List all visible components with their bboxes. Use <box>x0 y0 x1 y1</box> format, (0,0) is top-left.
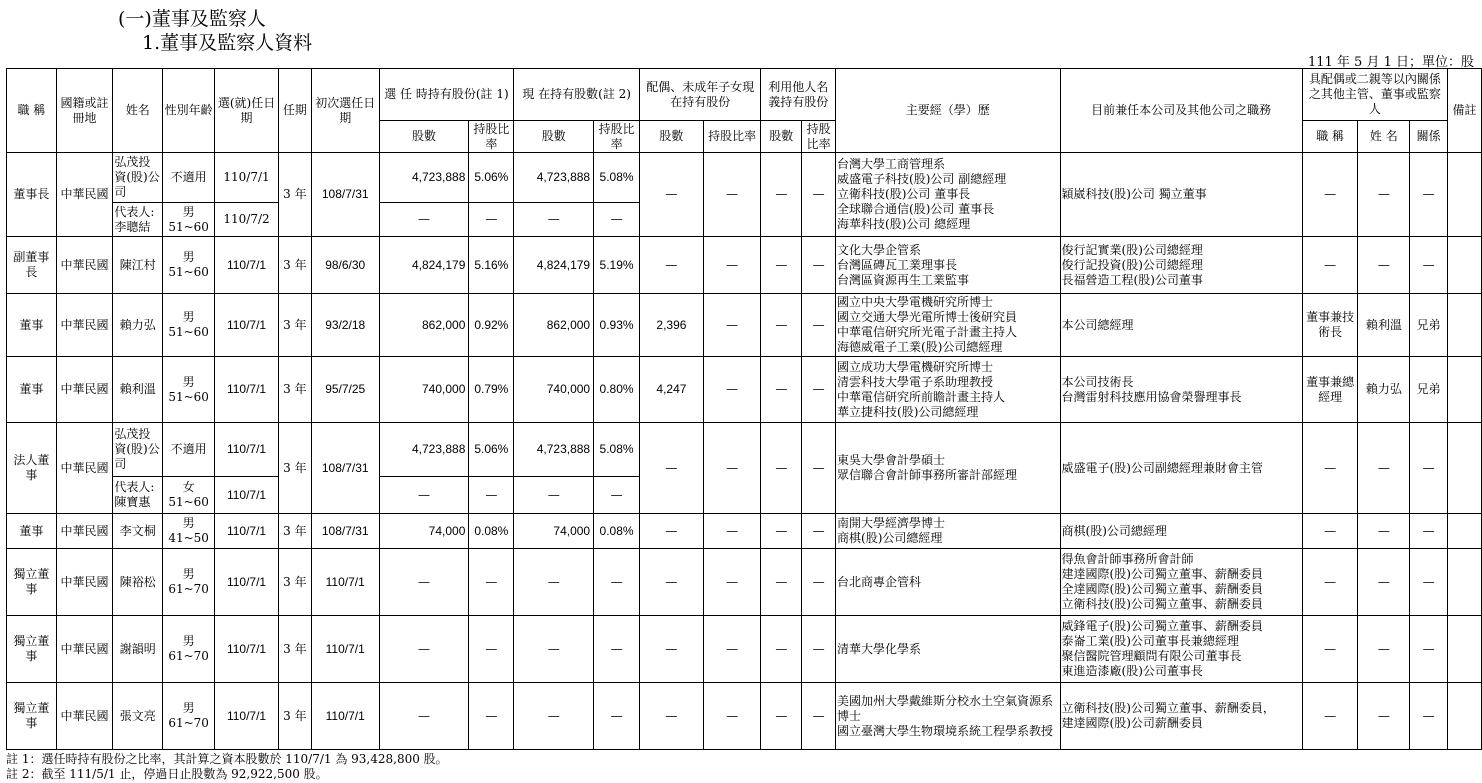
cell-rel-relation: — <box>1410 237 1448 294</box>
hdr-elected-date: 選(就)任日 期 <box>215 69 279 153</box>
cell-nominee-ratio: — <box>802 294 836 357</box>
cell-elected-date: 110/7/1 <box>215 423 279 477</box>
cell-experience: 南開大學經濟學博士 商棋(股)公司總經理 <box>836 514 1061 549</box>
cell-name: 陳裕松 <box>113 549 163 616</box>
cell-nationality: 中華民國 <box>56 237 113 294</box>
cell-elected-ratio: — <box>469 477 514 514</box>
cell-remarks <box>1447 294 1481 357</box>
cell-rel-relation: — <box>1410 153 1448 237</box>
cell-term: 3 年 <box>278 514 311 549</box>
table-row <box>7 153 1482 203</box>
cell-experience: 國立成功大學電機研究所博士 清雲科技大學電子系助理教授 中華電信研究所前瞻計畫主持人 華立捷科技(股)公司總經理 <box>836 357 1061 423</box>
cell-concurrent: 穎崴科技(股)公司 獨立董事 <box>1060 153 1302 237</box>
cell-rel-relation: 兄弟 <box>1410 294 1448 357</box>
cell-rel-name: — <box>1358 153 1410 237</box>
cell-elected-ratio: — <box>469 203 514 237</box>
cell-remarks <box>1447 616 1481 683</box>
hdr-current-shares: 現 在持有股數(註 2) <box>514 69 640 121</box>
cell-elected-date: 110/7/1 <box>215 616 279 683</box>
cell-elected-date: 110/7/1 <box>215 477 279 514</box>
hdr-ratio: 持股比率 <box>703 121 761 153</box>
cell-nominee-ratio: — <box>802 153 836 237</box>
cell-name: 賴力弘 <box>113 294 163 357</box>
cell-first-elected: 108/7/31 <box>311 153 379 237</box>
hdr-concurrent: 目前兼任本公司及其他公司之職務 <box>1060 69 1302 153</box>
cell-rel-title: — <box>1302 549 1358 616</box>
cell-nationality: 中華民國 <box>56 514 113 549</box>
cell-current-shares: 740,000 <box>514 357 594 423</box>
cell-elected-shares: 4,723,888 <box>379 153 469 203</box>
cell-first-elected: 93/2/18 <box>311 294 379 357</box>
cell-elected-ratio: — <box>469 549 514 616</box>
cell-gender-age: 男51~60 <box>163 203 215 237</box>
cell-current-shares: — <box>514 203 594 237</box>
cell-concurrent: 威盛電子(股)公司副總經理兼財會主管 <box>1060 423 1302 514</box>
cell-elected-ratio: — <box>469 616 514 683</box>
cell-experience: 美國加州大學戴維斯分校水土空氣資源系博士 國立臺灣大學生物環境系統工程學系教授 <box>836 683 1061 750</box>
cell-spouse-shares: 2,396 <box>640 294 704 357</box>
cell-term: 3 年 <box>278 153 311 237</box>
cell-remarks <box>1447 683 1481 750</box>
cell-first-elected: 98/6/30 <box>311 237 379 294</box>
cell-title: 董事 <box>7 357 57 423</box>
hdr-rel-relation: 關係 <box>1410 121 1448 153</box>
cell-title: 董事 <box>7 294 57 357</box>
cell-current-ratio: 5.08% <box>594 423 640 477</box>
hdr-spouse-shares: 配偶、未成年子女現在持有股份 <box>640 69 761 121</box>
cell-current-shares: 74,000 <box>514 514 594 549</box>
cell-elected-shares: — <box>379 616 469 683</box>
cell-name: 陳江村 <box>113 237 163 294</box>
cell-gender-age: 不適用 <box>163 423 215 477</box>
cell-nominee-ratio: — <box>802 616 836 683</box>
table-row <box>7 237 1482 294</box>
cell-title: 獨立董事 <box>7 549 57 616</box>
cell-first-elected: 110/7/1 <box>311 549 379 616</box>
cell-concurrent: 立衛科技(股)公司獨立董事、薪酬委員， 建達國際(股)公司薪酬委員 <box>1060 683 1302 750</box>
cell-rel-relation: — <box>1410 423 1448 514</box>
cell-spouse-ratio: — <box>703 237 761 294</box>
cell-rel-relation: — <box>1410 616 1448 683</box>
cell-term: 3 年 <box>278 423 311 514</box>
hdr-ratio: 持股比率 <box>469 121 514 153</box>
cell-spouse-ratio: — <box>703 357 761 423</box>
cell-rel-name: — <box>1358 514 1410 549</box>
cell-current-shares: 862,000 <box>514 294 594 357</box>
cell-elected-shares: 4,824,179 <box>379 237 469 294</box>
cell-experience: 台灣大學工商管理系 威盛電子科技(股)公司 副總經理 立衛科技(股)公司 董事長 全球聯合通信(股)公司 董事長 海華科技(股)公司 總經理 <box>836 153 1061 237</box>
cell-gender-age: 男61~70 <box>163 683 215 750</box>
hdr-experience: 主要經（學）歷 <box>836 69 1061 153</box>
hdr-remarks: 備註 <box>1447 69 1481 153</box>
cell-term: 3 年 <box>278 357 311 423</box>
hdr-name: 姓名 <box>113 69 163 153</box>
cell-elected-date: 110/7/1 <box>215 683 279 750</box>
cell-concurrent: 商棋(股)公司總經理 <box>1060 514 1302 549</box>
cell-rel-name: 賴利溫 <box>1358 294 1410 357</box>
cell-term: 3 年 <box>278 237 311 294</box>
section-title: (一)董事及監察人 <box>118 8 266 30</box>
date-unit-label: 111 年 5 月 1 日；單位：股 <box>1307 55 1474 70</box>
cell-concurrent: 本公司總經理 <box>1060 294 1302 357</box>
cell-gender-age: 不適用 <box>163 153 215 203</box>
cell-spouse-shares: — <box>640 549 704 616</box>
cell-title: 獨立董事 <box>7 683 57 750</box>
cell-elected-ratio: 0.79% <box>469 357 514 423</box>
cell-experience: 台北商專企管科 <box>836 549 1061 616</box>
cell-current-ratio: 0.93% <box>594 294 640 357</box>
cell-nationality: 中華民國 <box>56 616 113 683</box>
cell-current-ratio: — <box>594 683 640 750</box>
cell-elected-ratio: — <box>469 683 514 750</box>
cell-name: 賴利溫 <box>113 357 163 423</box>
cell-spouse-shares: — <box>640 423 704 514</box>
hdr-elected-shares: 選 任 時持有股份(註 1) <box>379 69 514 121</box>
cell-rel-title: — <box>1302 616 1358 683</box>
cell-rel-relation: — <box>1410 549 1448 616</box>
cell-gender-age: 男51~60 <box>163 294 215 357</box>
cell-experience: 清華大學化學系 <box>836 616 1061 683</box>
cell-concurrent: 得魚會計師事務所會計師 建達國際(股)公司獨立董事、薪酬委員 全達國際(股)公司獨立董事、薪酬委員 立衛科技(股)公司獨立董事、薪酬委員 <box>1060 549 1302 616</box>
hdr-nationality: 國籍或註冊地 <box>56 69 113 153</box>
hdr-rel-title: 職 稱 <box>1302 121 1358 153</box>
cell-name: 弘茂投資(股)公司 <box>113 153 163 203</box>
cell-title: 法人董事 <box>7 423 57 514</box>
cell-elected-date: 110/7/1 <box>215 153 279 203</box>
cell-nationality: 中華民國 <box>56 683 113 750</box>
cell-spouse-ratio: — <box>703 514 761 549</box>
cell-nominee-shares: — <box>761 549 802 616</box>
cell-concurrent: 本公司技術長 台灣雷射科技應用協會榮譽理事長 <box>1060 357 1302 423</box>
cell-spouse-shares: — <box>640 514 704 549</box>
cell-elected-shares: — <box>379 477 469 514</box>
cell-experience: 文化大學企管系 台灣區磚瓦工業理事長 台灣區資源再生工業監事 <box>836 237 1061 294</box>
cell-current-ratio: — <box>594 549 640 616</box>
cell-rel-name: — <box>1358 683 1410 750</box>
cell-spouse-shares: — <box>640 237 704 294</box>
cell-rel-title: 董事兼技術長 <box>1302 294 1358 357</box>
cell-current-shares: 4,824,179 <box>514 237 594 294</box>
cell-name: 弘茂投資(股)公司 <box>113 423 163 477</box>
cell-rel-relation: 兄弟 <box>1410 357 1448 423</box>
cell-elected-shares: 862,000 <box>379 294 469 357</box>
cell-elected-date: 110/7/1 <box>215 549 279 616</box>
cell-rel-name: — <box>1358 549 1410 616</box>
cell-nominee-ratio: — <box>802 514 836 549</box>
hdr-ratio: 持股比率 <box>802 121 836 153</box>
cell-remarks <box>1447 514 1481 549</box>
cell-first-elected: 95/7/25 <box>311 357 379 423</box>
cell-spouse-ratio: — <box>703 153 761 237</box>
cell-current-ratio: 0.08% <box>594 514 640 549</box>
cell-current-ratio: — <box>594 477 640 514</box>
hdr-gender-age: 性別年齡 <box>163 69 215 153</box>
cell-first-elected: 108/7/31 <box>311 423 379 514</box>
table-row <box>7 294 1482 357</box>
cell-remarks <box>1447 423 1481 514</box>
cell-name: 代表人:陳寶惠 <box>113 477 163 514</box>
cell-gender-age: 男51~60 <box>163 237 215 294</box>
cell-elected-ratio: 5.16% <box>469 237 514 294</box>
hdr-shares: 股數 <box>640 121 704 153</box>
cell-name: 張文亮 <box>113 683 163 750</box>
cell-rel-name: — <box>1358 616 1410 683</box>
cell-elected-shares: 740,000 <box>379 357 469 423</box>
cell-nationality: 中華民國 <box>56 549 113 616</box>
cell-nominee-shares: — <box>761 514 802 549</box>
cell-current-ratio: 5.19% <box>594 237 640 294</box>
hdr-first-elected: 初次選任日期 <box>311 69 379 153</box>
cell-nationality: 中華民國 <box>56 294 113 357</box>
cell-elected-shares: — <box>379 683 469 750</box>
directors-table <box>6 68 1482 750</box>
table-row <box>7 357 1482 423</box>
cell-rel-title: — <box>1302 237 1358 294</box>
cell-elected-shares: — <box>379 203 469 237</box>
cell-name: 代表人:李聰結 <box>113 203 163 237</box>
cell-nominee-shares: — <box>761 423 802 514</box>
cell-elected-date: 110/7/1 <box>215 294 279 357</box>
cell-title: 董事 <box>7 514 57 549</box>
cell-current-shares: — <box>514 477 594 514</box>
cell-nominee-shares: — <box>761 357 802 423</box>
cell-current-shares: 4,723,888 <box>514 153 594 203</box>
cell-nationality: 中華民國 <box>56 357 113 423</box>
cell-term: 3 年 <box>278 683 311 750</box>
cell-spouse-ratio: — <box>703 423 761 514</box>
cell-rel-title: — <box>1302 514 1358 549</box>
hdr-term: 任期 <box>278 69 311 153</box>
cell-elected-shares: 4,723,888 <box>379 423 469 477</box>
cell-spouse-shares: — <box>640 616 704 683</box>
cell-remarks <box>1447 549 1481 616</box>
cell-elected-ratio: 0.08% <box>469 514 514 549</box>
cell-remarks <box>1447 237 1481 294</box>
cell-nationality: 中華民國 <box>56 423 113 514</box>
sub-title: 1.董事及監察人資料 <box>142 32 313 54</box>
cell-current-shares: — <box>514 683 594 750</box>
cell-spouse-shares: — <box>640 153 704 237</box>
cell-rel-title: — <box>1302 423 1358 514</box>
cell-gender-age: 男41~50 <box>163 514 215 549</box>
cell-nationality: 中華民國 <box>56 153 113 237</box>
cell-rel-title: — <box>1302 683 1358 750</box>
cell-spouse-ratio: — <box>703 549 761 616</box>
cell-title: 副董事長 <box>7 237 57 294</box>
cell-current-ratio: — <box>594 616 640 683</box>
table-row <box>7 549 1482 616</box>
cell-spouse-ratio: — <box>703 616 761 683</box>
cell-gender-age: 男51~60 <box>163 357 215 423</box>
cell-elected-shares: — <box>379 549 469 616</box>
cell-nominee-ratio: — <box>802 549 836 616</box>
hdr-relatives: 具配偶或二親等以內關係之其他主管、董事或監察人 <box>1302 69 1447 121</box>
cell-current-ratio: 0.80% <box>594 357 640 423</box>
cell-current-shares: — <box>514 549 594 616</box>
cell-elected-date: 110/7/1 <box>215 357 279 423</box>
cell-name: 謝韻明 <box>113 616 163 683</box>
cell-rel-title: 董事兼總經理 <box>1302 357 1358 423</box>
cell-elected-date: 110/7/1 <box>215 237 279 294</box>
cell-remarks <box>1447 357 1481 423</box>
table-row <box>7 683 1482 750</box>
cell-elected-ratio: 5.06% <box>469 423 514 477</box>
cell-elected-date: 110/7/2 <box>215 203 279 237</box>
cell-nominee-shares: — <box>761 294 802 357</box>
cell-rel-relation: — <box>1410 683 1448 750</box>
cell-nominee-shares: — <box>761 683 802 750</box>
cell-term: 3 年 <box>278 549 311 616</box>
cell-nominee-shares: — <box>761 153 802 237</box>
hdr-title: 職 稱 <box>7 69 57 153</box>
cell-nominee-shares: — <box>761 616 802 683</box>
cell-elected-ratio: 0.92% <box>469 294 514 357</box>
cell-elected-ratio: 5.06% <box>469 153 514 203</box>
cell-term: 3 年 <box>278 616 311 683</box>
hdr-shares: 股數 <box>379 121 469 153</box>
footnotes <box>6 752 448 782</box>
cell-title: 獨立董事 <box>7 616 57 683</box>
cell-current-shares: — <box>514 616 594 683</box>
table-row <box>7 616 1482 683</box>
cell-concurrent: 威鋒電子(股)公司獨立董事、薪酬委員 泰崙工業(股)公司董事長兼總經理 聚信醫院管理顧問有限公司董事長 東進造漆廠(股)公司董事長 <box>1060 616 1302 683</box>
table-row <box>7 514 1482 549</box>
hdr-shares: 股數 <box>761 121 802 153</box>
cell-rel-name: 賴力弘 <box>1358 357 1410 423</box>
cell-term: 3 年 <box>278 294 311 357</box>
table-row <box>7 423 1482 477</box>
hdr-ratio: 持股比率 <box>594 121 640 153</box>
cell-elected-shares: 74,000 <box>379 514 469 549</box>
cell-elected-date: 110/7/1 <box>215 514 279 549</box>
cell-name: 李文桐 <box>113 514 163 549</box>
cell-experience: 國立中央大學電機研究所博士 國立交通大學光電所博士後研究員 中華電信研究所光電子計畫主持人 海德威電子工業(股)公司總經理 <box>836 294 1061 357</box>
cell-nominee-ratio: — <box>802 237 836 294</box>
hdr-nominee-shares: 利用他人名義持有股份 <box>761 69 836 121</box>
cell-first-elected: 110/7/1 <box>311 616 379 683</box>
cell-gender-age: 女51~60 <box>163 477 215 514</box>
cell-first-elected: 110/7/1 <box>311 683 379 750</box>
cell-current-shares: 4,723,888 <box>514 423 594 477</box>
hdr-rel-name: 姓 名 <box>1358 121 1410 153</box>
cell-current-ratio: — <box>594 203 640 237</box>
cell-spouse-ratio: — <box>703 294 761 357</box>
cell-first-elected: 108/7/31 <box>311 514 379 549</box>
cell-rel-name: — <box>1358 237 1410 294</box>
hdr-shares: 股數 <box>514 121 594 153</box>
cell-gender-age: 男61~70 <box>163 616 215 683</box>
cell-nominee-ratio: — <box>802 357 836 423</box>
cell-nominee-shares: — <box>761 237 802 294</box>
cell-current-ratio: 5.08% <box>594 153 640 203</box>
cell-spouse-ratio: — <box>703 683 761 750</box>
cell-title: 董事長 <box>7 153 57 237</box>
cell-spouse-shares: 4,247 <box>640 357 704 423</box>
cell-concurrent: 俊行記實業(股)公司總經理 俊行記投資(股)公司總經理 長福營造工程(股)公司董事 <box>1060 237 1302 294</box>
cell-rel-title: — <box>1302 153 1358 237</box>
cell-experience: 東吳大學會計學碩士 眾信聯合會計師事務所審計部經理 <box>836 423 1061 514</box>
cell-spouse-shares: — <box>640 683 704 750</box>
cell-remarks <box>1447 153 1481 237</box>
footnote-1: 註 1：選任時持有股份之比率，其計算之資本股數於 110/7/1 為 93,428,800 股。 <box>6 752 448 766</box>
cell-nominee-ratio: — <box>802 683 836 750</box>
cell-gender-age: 男61~70 <box>163 549 215 616</box>
footnote-2: 註 2：截至 111/5/1 止，停過日止股數為 92,922,500 股。 <box>6 767 328 781</box>
cell-nominee-ratio: — <box>802 423 836 514</box>
cell-rel-name: — <box>1358 423 1410 514</box>
cell-rel-relation: — <box>1410 514 1448 549</box>
